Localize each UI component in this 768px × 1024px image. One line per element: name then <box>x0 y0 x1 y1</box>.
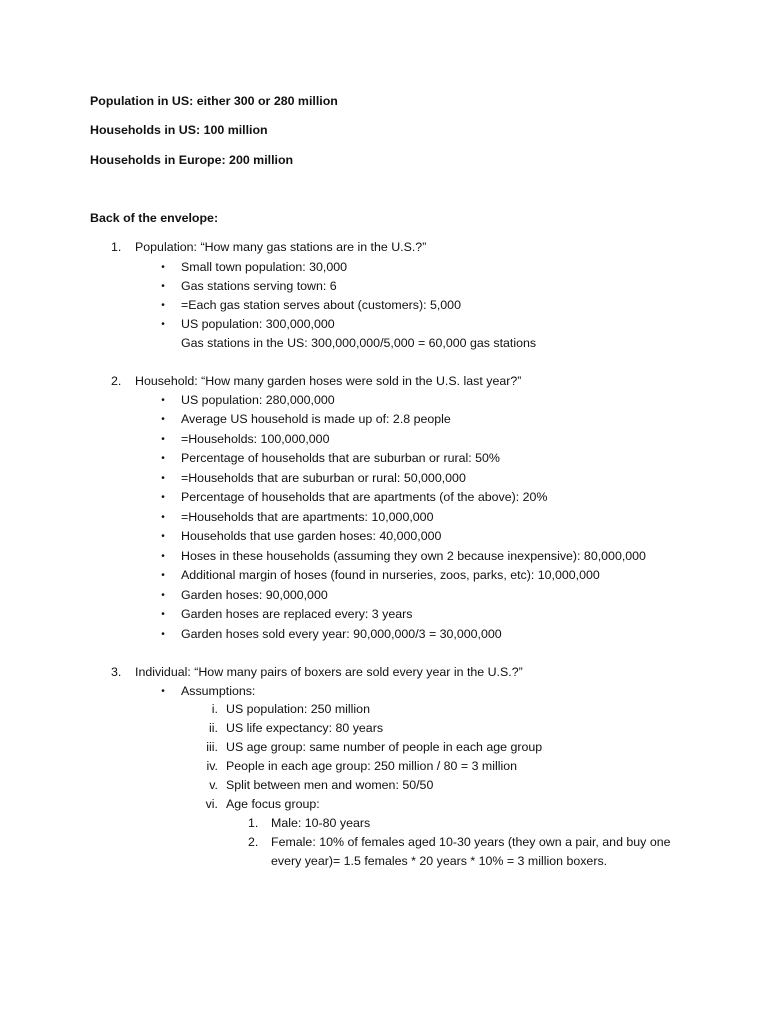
bullet-icon: • <box>161 281 165 292</box>
list-item-text: US age group: same number of people in each age group <box>226 740 543 754</box>
bullet-icon: • <box>161 300 165 311</box>
bullet-icon: • <box>161 453 165 464</box>
list-item-text: Garden hoses: 90,000,000 <box>181 588 328 602</box>
list-item-text: Additional margin of hoses (found in nurseries, zoos, parks, etc): 10,000,000 <box>181 568 600 582</box>
list-item-text: Age focus group: <box>226 797 320 811</box>
sub-item-number: 1. <box>248 816 259 830</box>
roman-numeral: vi. <box>205 797 218 811</box>
list-item-text: Garden hoses sold every year: 90,000,000/3 = 30,000,000 <box>181 627 502 641</box>
bullet-icon: • <box>161 319 165 330</box>
list-item-text: every year)= 1.5 females * 20 years * 10% = 3 million boxers. <box>271 854 608 868</box>
roman-numeral: iii. <box>206 740 218 754</box>
list-item-text: Male: 10-80 years <box>271 816 371 830</box>
bullet-icon: • <box>161 590 165 601</box>
back-of-envelope-heading: Back of the envelope: <box>90 211 219 225</box>
us-households-line: Households in US: 100 million <box>90 123 268 137</box>
bullet-icon: • <box>161 395 165 406</box>
list-item-text: =Households: 100,000,000 <box>181 432 330 446</box>
roman-numeral: ii. <box>209 721 218 735</box>
section-number: 3. <box>111 665 122 679</box>
bullet-icon: • <box>161 629 165 640</box>
list-item-text: Assumptions: <box>181 684 256 698</box>
bullet-icon: • <box>161 434 165 445</box>
list-item-text: Percentage of households that are apartments (of the above): 20% <box>181 490 548 504</box>
bullet-icon: • <box>161 570 165 581</box>
list-item-text: US population: 300,000,000 <box>181 317 335 331</box>
list-item-text: Gas stations serving town: 6 <box>181 279 337 293</box>
list-item-text: US population: 280,000,000 <box>181 393 335 407</box>
list-item-text: =Households that are suburban or rural: 50,000,000 <box>181 471 466 485</box>
list-item-text: US life expectancy: 80 years <box>226 721 384 735</box>
list-item-text: Garden hoses are replaced every: 3 years <box>181 607 413 621</box>
list-item-text: Small town population: 30,000 <box>181 260 348 274</box>
list-item-text: Hoses in these households (assuming they own 2 because inexpensive): 80,000,000 <box>181 549 646 563</box>
list-item-text: Households that use garden hoses: 40,000,000 <box>181 529 442 543</box>
list-item-text: Average US household is made up of: 2.8 people <box>181 412 451 426</box>
list-item-text: US population: 250 million <box>226 702 370 716</box>
bullet-icon: • <box>161 492 165 503</box>
list-item-text: Split between men and women: 50/50 <box>226 778 434 792</box>
section-number: 2. <box>111 374 122 388</box>
roman-numeral: v. <box>209 778 218 792</box>
section-title: Household: “How many garden hoses were sold in the U.S. last year?” <box>135 374 522 388</box>
roman-numeral: i. <box>211 702 218 716</box>
bullet-icon: • <box>161 551 165 562</box>
europe-households-line: Households in Europe: 200 million <box>90 153 294 167</box>
section-title: Population: “How many gas stations are in the U.S.?” <box>135 240 427 254</box>
section-title: Individual: “How many pairs of boxers are sold every year in the U.S.?” <box>135 665 523 679</box>
bullet-icon: • <box>161 473 165 484</box>
list-item-text: Gas stations in the US: 300,000,000/5,000 = 60,000 gas stations <box>181 336 537 350</box>
list-item-text: People in each age group: 250 million / 80 = 3 million <box>226 759 518 773</box>
list-item-text: Female: 10% of females aged 10-30 years (they own a pair, and buy one <box>271 835 671 849</box>
bullet-icon: • <box>161 512 165 523</box>
roman-numeral: iv. <box>206 759 218 773</box>
bullet-icon: • <box>161 686 165 697</box>
us-population-line: Population in US: either 300 or 280 million <box>90 94 338 108</box>
bullet-icon: • <box>161 414 165 425</box>
section-number: 1. <box>111 240 122 254</box>
sub-item-number: 2. <box>248 835 259 849</box>
bullet-icon: • <box>161 531 165 542</box>
list-item-text: Percentage of households that are suburban or rural: 50% <box>181 451 500 465</box>
list-item-text: =Each gas station serves about (customers): 5,000 <box>181 298 461 312</box>
bullet-icon: • <box>161 262 165 273</box>
list-item-text: =Households that are apartments: 10,000,000 <box>181 510 434 524</box>
bullet-icon: • <box>161 609 165 620</box>
